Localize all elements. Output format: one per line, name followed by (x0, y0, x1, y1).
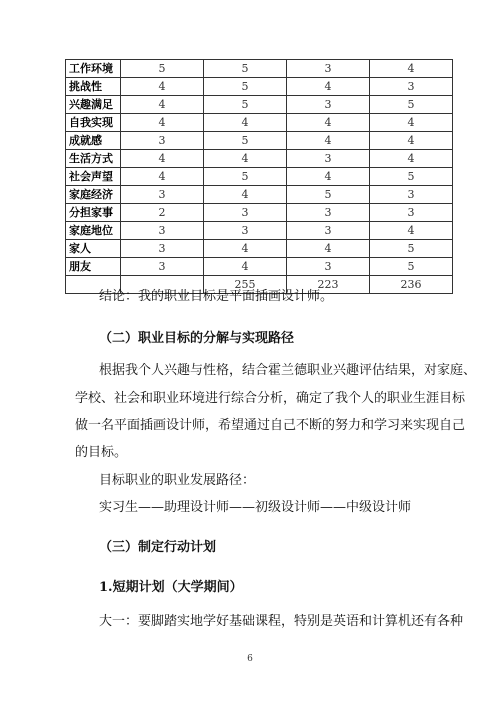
score-cell: 3 (287, 150, 370, 168)
score-cell: 5 (287, 186, 370, 204)
score-cell: 3 (121, 258, 204, 276)
job-evaluation-table (65, 59, 453, 294)
score-cell: 3 (287, 222, 370, 240)
score-cell: 4 (204, 258, 287, 276)
year-one-plan: 大一：要脚踏实地学好基础课程，特别是英语和计算机还有各种 (99, 614, 464, 629)
row-label: 成就感 (66, 132, 121, 150)
row-label: 社会声望 (66, 168, 121, 186)
score-cell: 5 (204, 78, 287, 96)
paragraph-line: 根据我个人兴趣与性格，结合霍兰德职业兴趣评估结果，对家庭、 (99, 363, 477, 378)
score-cell: 5 (370, 96, 453, 114)
score-cell: 4 (287, 78, 370, 96)
score-cell: 4 (370, 222, 453, 240)
table-row (66, 168, 453, 186)
score-cell: 4 (287, 168, 370, 186)
table-row (66, 114, 453, 132)
paragraph-line: 的目标。 (75, 445, 128, 460)
score-cell: 4 (121, 96, 204, 114)
score-cell: 4 (287, 240, 370, 258)
score-cell: 4 (370, 132, 453, 150)
row-label: 兴趣满足 (66, 96, 121, 114)
score-cell: 3 (121, 222, 204, 240)
row-label: 自我实现 (66, 114, 121, 132)
score-cell: 5 (370, 240, 453, 258)
score-cell: 5 (121, 60, 204, 78)
section-heading-2: （二）职业目标的分解与实现路径 (99, 331, 295, 346)
score-cell: 4 (121, 114, 204, 132)
table-row (66, 186, 453, 204)
total-cell: 223 (287, 276, 370, 294)
row-label: 家人 (66, 240, 121, 258)
score-cell: 4 (121, 78, 204, 96)
page-number: 6 (247, 654, 253, 664)
table-row (66, 204, 453, 222)
score-cell: 4 (121, 168, 204, 186)
score-cell: 5 (370, 258, 453, 276)
table-row (66, 60, 453, 78)
row-label: 朋友 (66, 258, 121, 276)
score-cell: 4 (370, 60, 453, 78)
score-cell: 3 (204, 222, 287, 240)
score-cell: 3 (121, 132, 204, 150)
paragraph-line: 做一名平面插画设计师，希望通过自己不断的努力和学习来实现自己 (75, 418, 466, 433)
score-cell: 3 (370, 78, 453, 96)
score-cell: 4 (204, 240, 287, 258)
row-label: 生活方式 (66, 150, 121, 168)
conclusion: 结论：我的职业目标是平面插画设计师。 (99, 289, 334, 304)
paragraph-line: 学校、社会和职业环境进行综合分析，确定了我个人的职业生涯目标 (75, 391, 466, 406)
score-cell: 5 (204, 96, 287, 114)
total-cell: 255 (204, 276, 287, 294)
table-row (66, 240, 453, 258)
row-label: 挑战性 (66, 78, 121, 96)
table-row (66, 150, 453, 168)
score-cell: 3 (370, 186, 453, 204)
score-cell: 3 (287, 258, 370, 276)
table-row (66, 132, 453, 150)
table-row (66, 258, 453, 276)
score-cell: 4 (370, 150, 453, 168)
score-cell: 3 (287, 96, 370, 114)
career-path: 实习生——助理设计师——初级设计师——中级设计师 (99, 500, 412, 515)
score-cell: 5 (370, 168, 453, 186)
score-cell: 3 (121, 240, 204, 258)
score-cell: 4 (370, 114, 453, 132)
score-cell: 4 (287, 114, 370, 132)
table-row (66, 96, 453, 114)
score-cell: 4 (204, 150, 287, 168)
score-cell: 5 (204, 132, 287, 150)
section-heading-3: （三）制定行动计划 (99, 540, 217, 555)
score-cell: 4 (121, 150, 204, 168)
short-term-plan-heading: 1.短期计划（大学期间） (99, 580, 243, 595)
row-label: 家庭地位 (66, 222, 121, 240)
score-cell: 4 (204, 114, 287, 132)
row-label: 分担家事 (66, 204, 121, 222)
score-cell: 4 (287, 132, 370, 150)
score-cell: 3 (204, 204, 287, 222)
total-cell: 236 (370, 276, 453, 294)
score-cell: 3 (121, 186, 204, 204)
row-label: 家庭经济 (66, 186, 121, 204)
table-row (66, 222, 453, 240)
score-cell: 5 (204, 60, 287, 78)
score-cell: 3 (287, 204, 370, 222)
career-path-label: 目标职业的职业发展路径： (99, 473, 256, 488)
row-label: 工作环境 (66, 60, 121, 78)
score-cell: 2 (121, 204, 204, 222)
score-cell: 5 (204, 168, 287, 186)
score-cell: 3 (370, 204, 453, 222)
table-row (66, 78, 453, 96)
score-cell: 3 (287, 60, 370, 78)
score-cell: 4 (204, 186, 287, 204)
